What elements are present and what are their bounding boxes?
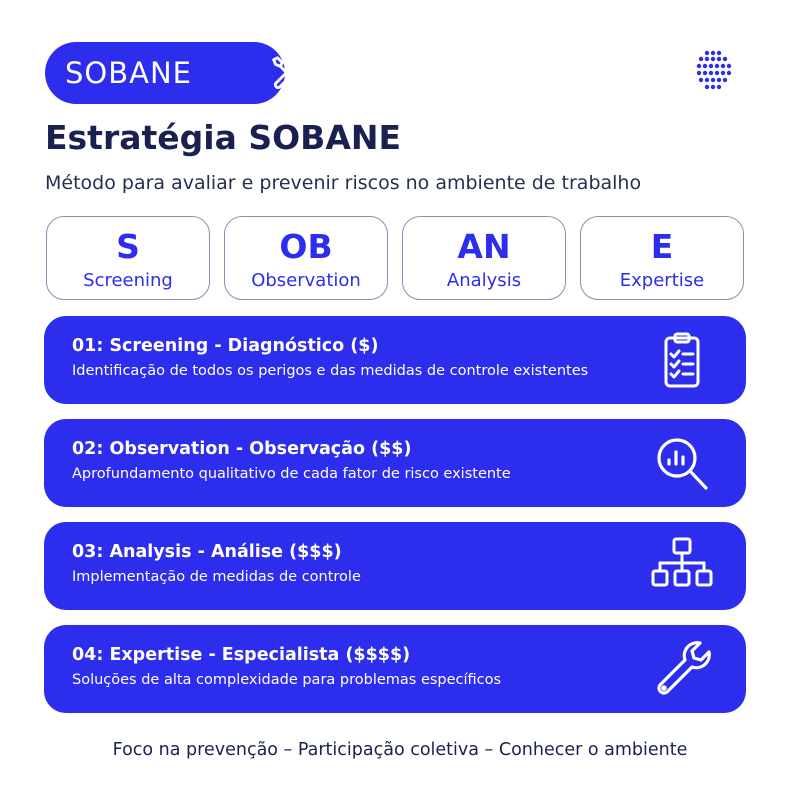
step-title: 04: Expertise - Especialista ($$$$)	[72, 645, 411, 665]
dot	[723, 57, 727, 61]
acronym-cards	[46, 216, 746, 302]
step-description: Implementação de medidas de controle	[72, 569, 361, 585]
dot	[727, 71, 731, 75]
acronym-word: Observation	[251, 270, 361, 291]
dot	[697, 64, 701, 68]
acronym-word: Expertise	[619, 270, 705, 291]
acronym-card-ob	[224, 216, 388, 300]
dot	[703, 71, 707, 75]
step-title: 03: Analysis - Análise ($$$)	[72, 542, 342, 562]
dot	[717, 78, 721, 82]
dot	[705, 51, 709, 55]
acronym-card-s	[46, 216, 210, 300]
dot	[709, 64, 713, 68]
dot	[705, 57, 709, 61]
dots-globe-icon	[692, 48, 736, 92]
acronym-word: Analysis	[446, 270, 522, 291]
dot	[723, 78, 727, 82]
step-screening	[44, 316, 746, 404]
dot	[711, 57, 715, 61]
page-subtitle: Método para avaliar e prevenir riscos no ambiente de trabalho	[45, 172, 642, 194]
dot	[717, 85, 721, 89]
dot	[715, 71, 719, 75]
dot	[709, 71, 713, 75]
step-analysis	[44, 522, 746, 610]
hierarchy-icon	[650, 536, 714, 596]
badge-label: SOBANE	[65, 56, 192, 90]
dot	[717, 51, 721, 55]
dot	[699, 78, 703, 82]
acronym-abbr: S	[116, 227, 140, 266]
dot	[721, 71, 725, 75]
acronym-abbr: AN	[457, 227, 511, 266]
step-description: Identificação de todos os perigos e das medidas de controle existentes	[72, 363, 589, 379]
sobane-badge	[45, 42, 285, 104]
dot	[705, 85, 709, 89]
dot	[717, 57, 721, 61]
dot	[711, 85, 715, 89]
footer-tagline: Foco na prevenção – Participação coletiva – Conhecer o ambiente	[112, 740, 688, 760]
dot	[705, 78, 709, 82]
step-title: 02: Observation - Observação ($$)	[72, 439, 412, 459]
dot	[715, 64, 719, 68]
step-description: Soluções de alta complexidade para problemas específicos	[72, 672, 502, 688]
acronym-card-e	[580, 216, 744, 300]
dot	[697, 71, 701, 75]
dot	[727, 64, 731, 68]
acronym-word: Screening	[83, 270, 173, 291]
dot	[711, 78, 715, 82]
acronym-abbr: OB	[279, 227, 333, 266]
wrench-icon	[650, 639, 714, 699]
page-title: Estratégia SOBANE	[45, 118, 402, 157]
step-description: Aprofundamento qualitativo de cada fator de risco existente	[72, 466, 511, 482]
dot	[703, 64, 707, 68]
step-expertise	[44, 625, 746, 713]
dot	[699, 57, 703, 61]
magnifier-chart-icon	[650, 433, 714, 493]
step-title: 01: Screening - Diagnóstico ($)	[72, 336, 379, 356]
dot	[721, 64, 725, 68]
tools-icon	[268, 54, 306, 92]
acronym-card-an	[402, 216, 566, 300]
step-observation	[44, 419, 746, 507]
acronym-abbr: E	[650, 227, 674, 266]
dot	[711, 51, 715, 55]
clipboard-checklist-icon	[650, 330, 714, 390]
